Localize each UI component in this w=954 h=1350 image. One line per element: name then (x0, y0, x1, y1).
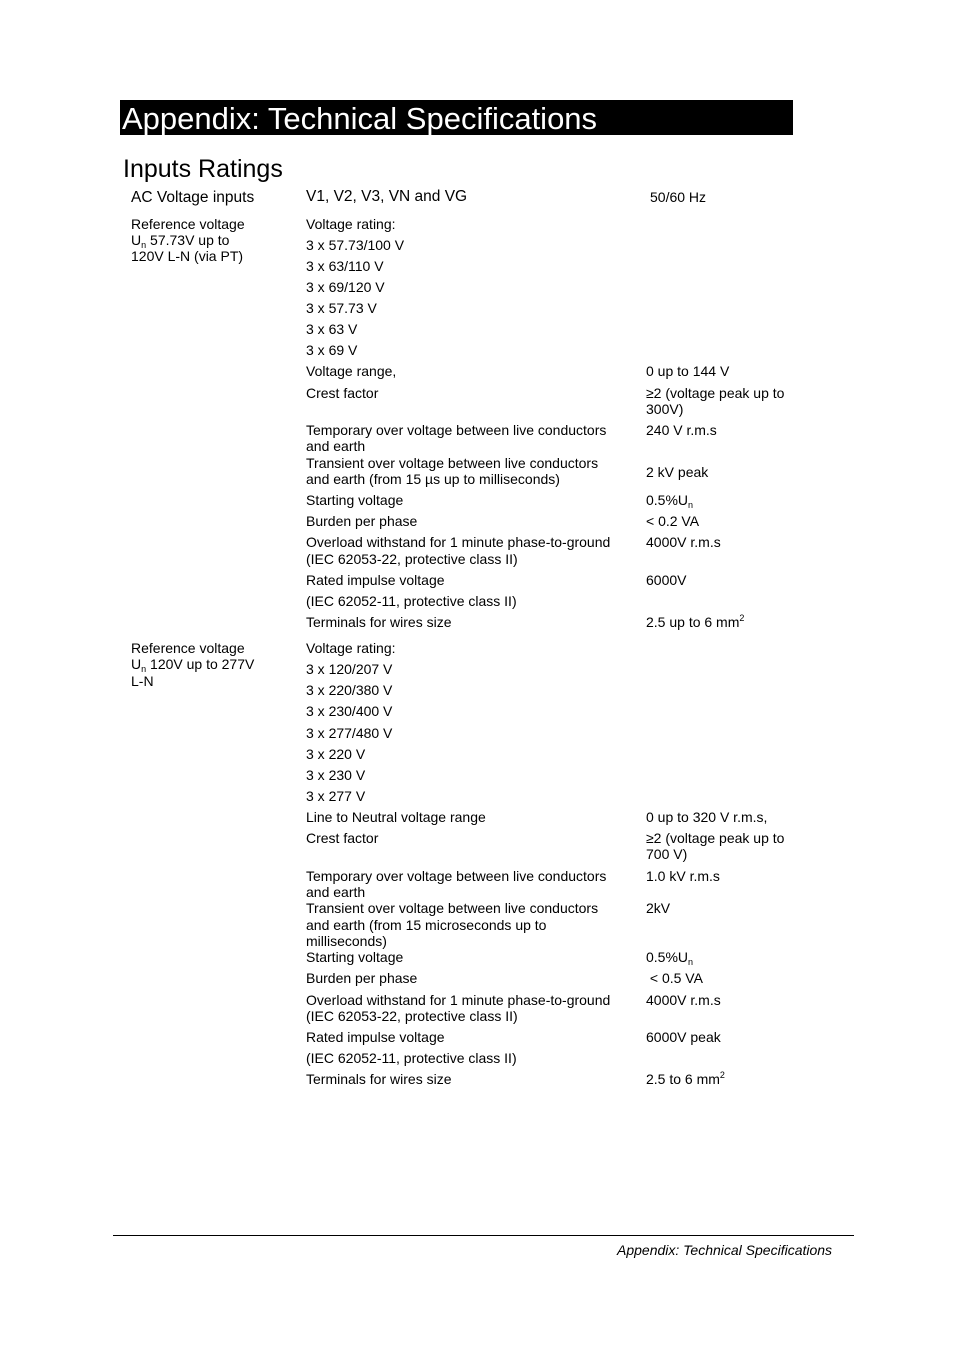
crest-factor-value-line1: ≥2 (voltage peak up to (646, 830, 785, 846)
voltage-rating-item: 3 x 57.73 V (306, 300, 377, 316)
transient-overvoltage-label-line1: Transient over voltage between live conductors (306, 455, 599, 471)
ref-voltage-2-line3: L-N (131, 673, 154, 689)
transient-overvoltage-label-line3: milliseconds) (306, 933, 387, 949)
temporary-overvoltage-value: 1.0 kV r.m.s (646, 868, 720, 884)
overload-withstand-value: 4000V r.m.s (646, 992, 721, 1008)
ref-voltage-2-line1: Reference voltage (131, 640, 245, 656)
footer-running-title: Appendix: Technical Specifications (617, 1242, 833, 1258)
frequency-value: 50/60 Hz (650, 189, 707, 205)
crest-factor-value-line2: 700 V) (646, 846, 688, 862)
burden-per-phase-value: < 0.5 VA (646, 970, 703, 986)
starting-voltage-value: $0.5\%U_n$ (646, 492, 694, 510)
burden-per-phase-label: Burden per phase (306, 970, 418, 986)
voltage-range-label: Voltage range, (306, 363, 397, 379)
transient-overvoltage-label-line1: Transient over voltage between live conductors (306, 900, 599, 916)
rated-impulse-voltage-value: 6000V peak (646, 1029, 721, 1045)
impulse-standard-note: (IEC 62052-11, protective class II) (306, 593, 517, 609)
starting-voltage-label: Starting voltage (306, 949, 404, 965)
voltage-range-value: 0 up to 144 V (646, 363, 730, 379)
terminals-label: Terminals for wires size (306, 614, 452, 630)
rated-impulse-voltage-value: 6000V (646, 572, 687, 588)
rated-impulse-voltage-label: Rated impulse voltage (306, 1029, 445, 1045)
voltage-range-value: 0 up to 320 V r.m.s, (646, 809, 768, 825)
ref-voltage-2-line2: $U_n$ 120V up to 277V (131, 656, 255, 674)
section-title: Inputs Ratings (123, 155, 283, 183)
voltage-rating-item: 3 x 230/400 V (306, 703, 393, 719)
crest-factor-value-line2: 300V) (646, 401, 684, 417)
voltage-rating-item: 3 x 220 V (306, 746, 366, 762)
overload-withstand-label-line1: Overload withstand for 1 minute phase-to-ground (306, 534, 611, 550)
voltage-rating-heading-2: Voltage rating: (306, 640, 396, 656)
crest-factor-label: Crest factor (306, 385, 379, 401)
overload-withstand-label-line2: (IEC 62053-22, protective class II) (306, 1008, 518, 1024)
voltage-rating-item: 3 x 57.73/100 V (306, 237, 405, 253)
page-title: Appendix: Technical Specifications (120, 100, 793, 135)
overload-withstand-label-line2: (IEC 62053-22, protective class II) (306, 551, 518, 567)
voltage-rating-item: 3 x 277/480 V (306, 725, 393, 741)
voltage-rating-item: 3 x 63/110 V (306, 258, 384, 274)
voltage-range-label: Line to Neutral voltage range (306, 809, 486, 825)
rated-impulse-voltage-label: Rated impulse voltage (306, 572, 445, 588)
transient-overvoltage-value: 2kV (646, 900, 671, 916)
voltage-rating-item: 3 x 277 V (306, 788, 366, 804)
crest-factor-value-line1: ≥2 (voltage peak up to (646, 385, 785, 401)
terminals-value: 2.5 up to 6 $mm^2$ (646, 613, 745, 630)
inputs-list: V1, V2, V3, VN and VG (306, 188, 468, 205)
voltage-rating-item: 3 x 120/207 V (306, 661, 393, 677)
temporary-overvoltage-label-line1: Temporary over voltage between live conductors (306, 868, 607, 884)
footer-rule (113, 1235, 854, 1236)
ac-voltage-inputs-label: AC Voltage inputs (131, 189, 255, 206)
ref-voltage-1-line3: 120V L-N (via PT) (131, 248, 244, 264)
burden-per-phase-label: Burden per phase (306, 513, 418, 529)
starting-voltage-value: $0.5\%U_n$ (646, 949, 694, 967)
voltage-rating-heading-1: Voltage rating: (306, 216, 396, 232)
transient-overvoltage-label-line2: and earth (from 15 microseconds up to (306, 917, 547, 933)
terminals-label: Terminals for wires size (306, 1071, 452, 1087)
temporary-overvoltage-label-line2: and earth (306, 438, 366, 454)
terminals-value: 2.5 to 6 $mm^2$ (646, 1070, 725, 1087)
temporary-overvoltage-value: 240 V r.m.s (646, 422, 717, 438)
impulse-standard-note: (IEC 62052-11, protective class II) (306, 1050, 517, 1066)
ref-voltage-1-line1: Reference voltage (131, 216, 245, 232)
crest-factor-label: Crest factor (306, 830, 379, 846)
transient-overvoltage-label-line2: and earth (from 15 µs up to milliseconds) (306, 471, 560, 487)
starting-voltage-label: Starting voltage (306, 492, 404, 508)
voltage-rating-item: 3 x 69 V (306, 342, 358, 358)
ref-voltage-1-line2: $U_n$ 57.73V up to (131, 232, 230, 250)
transient-overvoltage-value: 2 kV peak (646, 464, 709, 480)
temporary-overvoltage-label-line1: Temporary over voltage between live conductors (306, 422, 607, 438)
burden-per-phase-value: < 0.2 VA (646, 513, 700, 529)
overload-withstand-label-line1: Overload withstand for 1 minute phase-to-ground (306, 992, 611, 1008)
voltage-rating-item: 3 x 220/380 V (306, 682, 393, 698)
temporary-overvoltage-label-line2: and earth (306, 884, 366, 900)
voltage-rating-item: 3 x 230 V (306, 767, 366, 783)
voltage-rating-item: 3 x 69/120 V (306, 279, 385, 295)
voltage-rating-item: 3 x 63 V (306, 321, 358, 337)
overload-withstand-value: 4000V r.m.s (646, 534, 721, 550)
